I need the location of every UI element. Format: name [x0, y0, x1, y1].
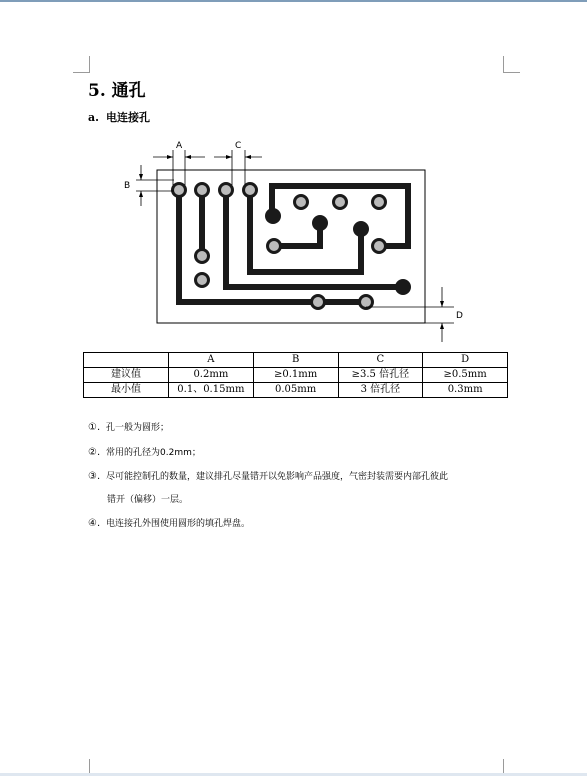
via-pad: [373, 196, 386, 209]
note-text: 尽可能控制孔的数量，建议排孔尽量错开以免影响产品强度，气密封装需要内部孔彼此: [106, 472, 449, 482]
note-item: [88, 420, 169, 433]
via-pad: [295, 196, 308, 209]
note-text: 电连接孔外围使用圆形的填孔焊盘。: [106, 519, 251, 529]
via-pad: [173, 184, 186, 197]
margin-corner-bottom-left: [73, 759, 90, 773]
table-header-cell: A: [169, 353, 254, 368]
subsection-title: 电连接孔: [106, 111, 150, 124]
solid-pad: [353, 221, 369, 237]
note-number: ③.: [88, 471, 101, 482]
via-pad: [244, 184, 257, 197]
spec-table: [83, 352, 508, 398]
table-header-row: [84, 353, 508, 368]
via-pad: [360, 296, 373, 309]
via-pad: [312, 296, 325, 309]
note-item: [88, 445, 201, 458]
table-cell: ≥0.5mm: [423, 368, 508, 383]
note-item: [88, 469, 448, 482]
table-cell: 0.1、0.15mm: [169, 383, 254, 398]
via-pad: [268, 240, 281, 253]
via-diagram: [0, 0, 587, 360]
note-number: ④.: [88, 518, 101, 529]
table-header-cell: B: [253, 353, 338, 368]
table-row-label: 最小值: [84, 383, 169, 398]
subsection-number: a.: [88, 111, 99, 124]
solid-pad: [265, 208, 281, 224]
dimension-label-b: B: [124, 181, 131, 191]
note-number: ②.: [88, 447, 101, 458]
note-text: 错开（偏移）一层。: [107, 495, 189, 505]
via-pad: [196, 274, 209, 287]
section-title: 通孔: [111, 81, 146, 101]
table-cell: 0.2mm: [169, 368, 254, 383]
note-text: 孔一般为圆形；: [106, 423, 170, 433]
section-number: 5.: [88, 81, 106, 101]
via-pad: [334, 196, 347, 209]
table-cell: ≥0.1mm: [253, 368, 338, 383]
solid-pad: [312, 215, 328, 231]
note-item: [88, 516, 250, 529]
table-row: [84, 368, 508, 383]
table-cell: 0.3mm: [423, 383, 508, 398]
via-pad: [196, 250, 209, 263]
solid-pad: [395, 279, 411, 295]
dimension-label-c: C: [235, 141, 242, 151]
via-pad: [373, 240, 386, 253]
note-number: ①.: [88, 422, 101, 433]
table-header-cell: C: [338, 353, 423, 368]
table-row: [84, 383, 508, 398]
table-row-label: 建议值: [84, 368, 169, 383]
solid-pad-group: [265, 208, 411, 295]
table-header-cell: [84, 353, 169, 368]
dimension-label-a: A: [176, 141, 183, 151]
via-pad: [196, 184, 209, 197]
note-text: 常用的孔径为0.2mm；: [106, 448, 201, 458]
table-cell: 0.05mm: [253, 383, 338, 398]
table-cell: 3 倍孔径: [338, 383, 423, 398]
note-continuation: [107, 492, 188, 505]
margin-corner-bottom-right: [503, 759, 520, 773]
via-pad: [220, 184, 233, 197]
dimension-label-d: D: [456, 311, 463, 321]
table-cell: ≥3.5 倍孔径: [338, 368, 423, 383]
table-header-cell: D: [423, 353, 508, 368]
